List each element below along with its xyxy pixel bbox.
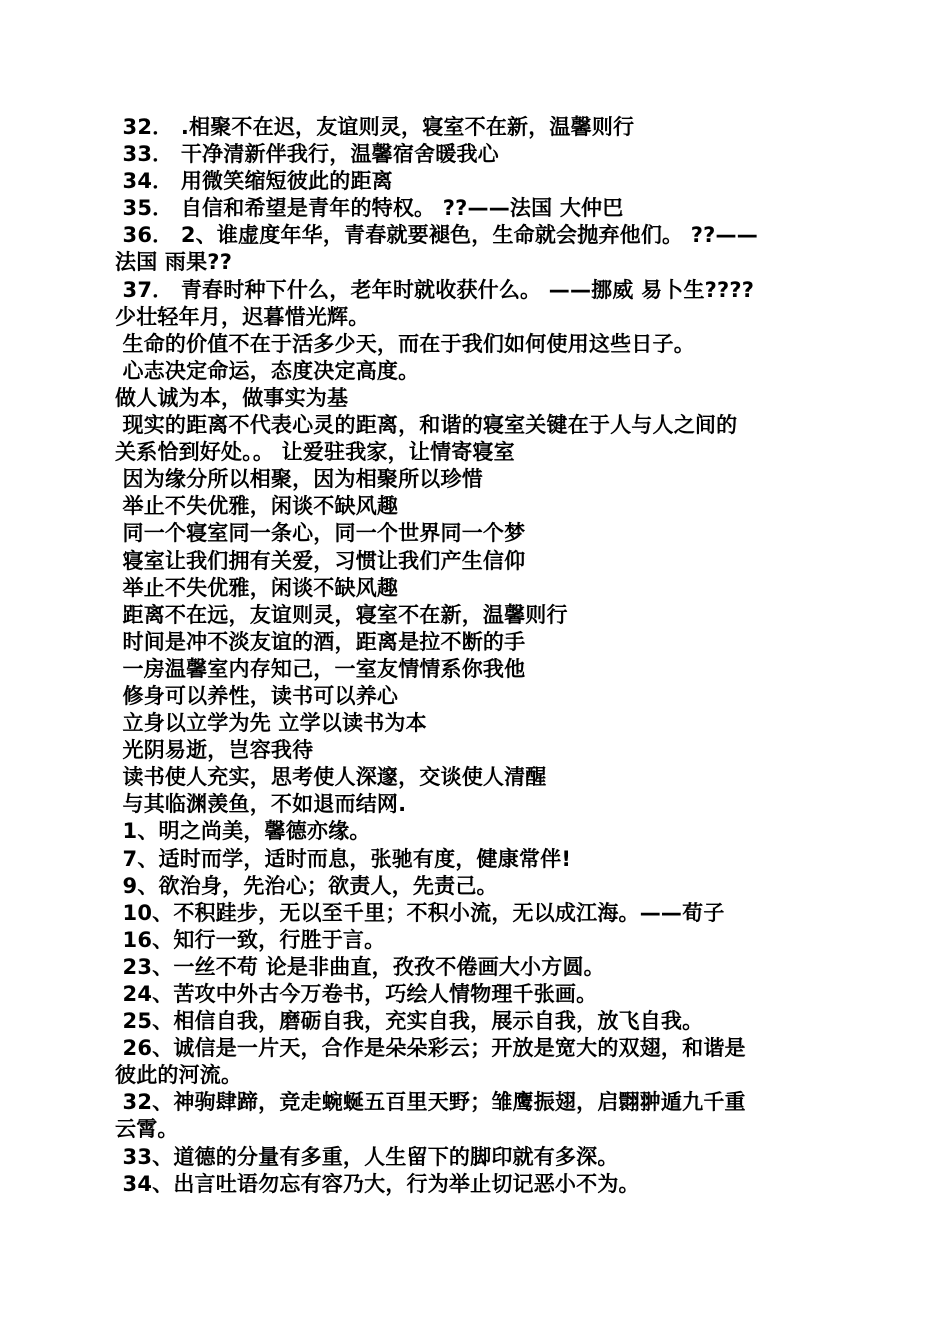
text-line: 24、苦攻中外古今万卷书，巧绘人情物理千张画。 bbox=[115, 982, 598, 1006]
text-line: 距离不在远，友谊则灵，寝室不在新，温馨则行 bbox=[115, 602, 568, 627]
text-line: 心志决定命运，态度决定高度。 bbox=[115, 358, 420, 383]
text-line: 彼此的河流。 bbox=[115, 1063, 243, 1088]
text-line: 32、神驹肆蹄，竞走蜿蜒五百里天野；雏鹰振翅，启翾翀遁九千重 bbox=[115, 1090, 746, 1115]
text-line: 26、诚信是一片天，合作是朵朵彩云；开放是宽大的双翅，和谐是 bbox=[115, 1036, 746, 1061]
text-line: 光阴易逝，岂容我待 bbox=[115, 738, 314, 763]
text-line: 9、欲治身，先治心；欲责人，先责己。 bbox=[115, 873, 498, 898]
text-line: 32． .相聚不在迟，友谊则灵，寝室不在新，温馨则行 bbox=[115, 115, 635, 139]
text-line: 1、明之尚美，馨德亦缘。 bbox=[115, 819, 371, 844]
text-line: 因为缘分所以相聚，因为相聚所以珍惜 bbox=[115, 467, 483, 492]
text-line: 34、出言吐语勿忘有容乃大，行为举止切记恶小不为。 bbox=[115, 1171, 640, 1196]
text-line: 36． 2、谁虚度年华，青春就要褪色，生命就会抛弃他们。 ??—— bbox=[115, 223, 758, 248]
text-line: 25、相信自我，磨砺自我，充实自我，展示自我，放飞自我。 bbox=[115, 1009, 704, 1034]
text-line: 与其临渊羡鱼，不如退而结网. bbox=[115, 792, 407, 817]
text-line: 7、适时而学，适时而息，张驰有度，健康常伴! bbox=[115, 846, 572, 871]
text-line: 33． 干净清新伴我行，温馨宿舍暖我心 bbox=[115, 142, 499, 167]
text-line: 寝室让我们拥有关爱，习惯让我们产生信仰 bbox=[115, 548, 526, 573]
text-line: 一房温馨室内存知己，一室友情情系你我他 bbox=[115, 656, 526, 681]
text-line: 16、知行一致，行胜于言。 bbox=[115, 927, 386, 952]
text-line: 立身以立学为先 立学以读书为本 bbox=[115, 711, 427, 736]
text-line: 现实的距离不代表心灵的距离，和谐的寝室关键在于人与人之间的 bbox=[115, 413, 738, 438]
text-line: 35． 自信和希望是青年的特权。 ??——法国 大仲巴 bbox=[115, 196, 624, 221]
text-line: 关系恰到好处。。 让爱驻我家，让情寄寝室 bbox=[115, 440, 515, 465]
text-line: 同一个寝室同一条心，同一个世界同一个梦 bbox=[115, 521, 526, 546]
text-line: 修身可以养性，读书可以养心 bbox=[115, 683, 399, 708]
text-line: 法国 雨果?? bbox=[115, 250, 233, 275]
text-line: 读书使人充实，思考使人深邃，交谈使人清醒 bbox=[115, 765, 547, 790]
text-line: 23、一丝不苟 论是非曲直，孜孜不倦画大小方圆。 bbox=[115, 954, 605, 979]
text-line: 时间是冲不淡友谊的酒，距离是拉不断的手 bbox=[115, 629, 526, 654]
text-line: 举止不失优雅，闲谈不缺风趣 bbox=[115, 575, 399, 600]
text-line: 生命的价值不在于活多少天，而在于我们如何使用这些日子。 bbox=[115, 331, 695, 356]
text-line: 云霄。 bbox=[115, 1117, 179, 1142]
text-line: 10、不积跬步，无以至千里；不积小流，无以成江海。——荀子 bbox=[115, 900, 725, 925]
slogan-text-block bbox=[115, 114, 827, 1198]
text-line: 少壮轻年月，迟暮惜光辉。 bbox=[115, 304, 370, 329]
text-line: 举止不失优雅，闲谈不缺风趣 bbox=[115, 494, 399, 519]
text-line: 做人诚为本，做事实为基 bbox=[115, 385, 349, 410]
text-line: 33、道德的分量有多重，人生留下的脚印就有多深。 bbox=[115, 1144, 619, 1169]
text-line: 37． 青春时种下什么，老年时就收获什么。 ——挪威 易卜生???? bbox=[115, 277, 755, 302]
text-line: 34． 用微笑缩短彼此的距离 bbox=[115, 169, 393, 194]
